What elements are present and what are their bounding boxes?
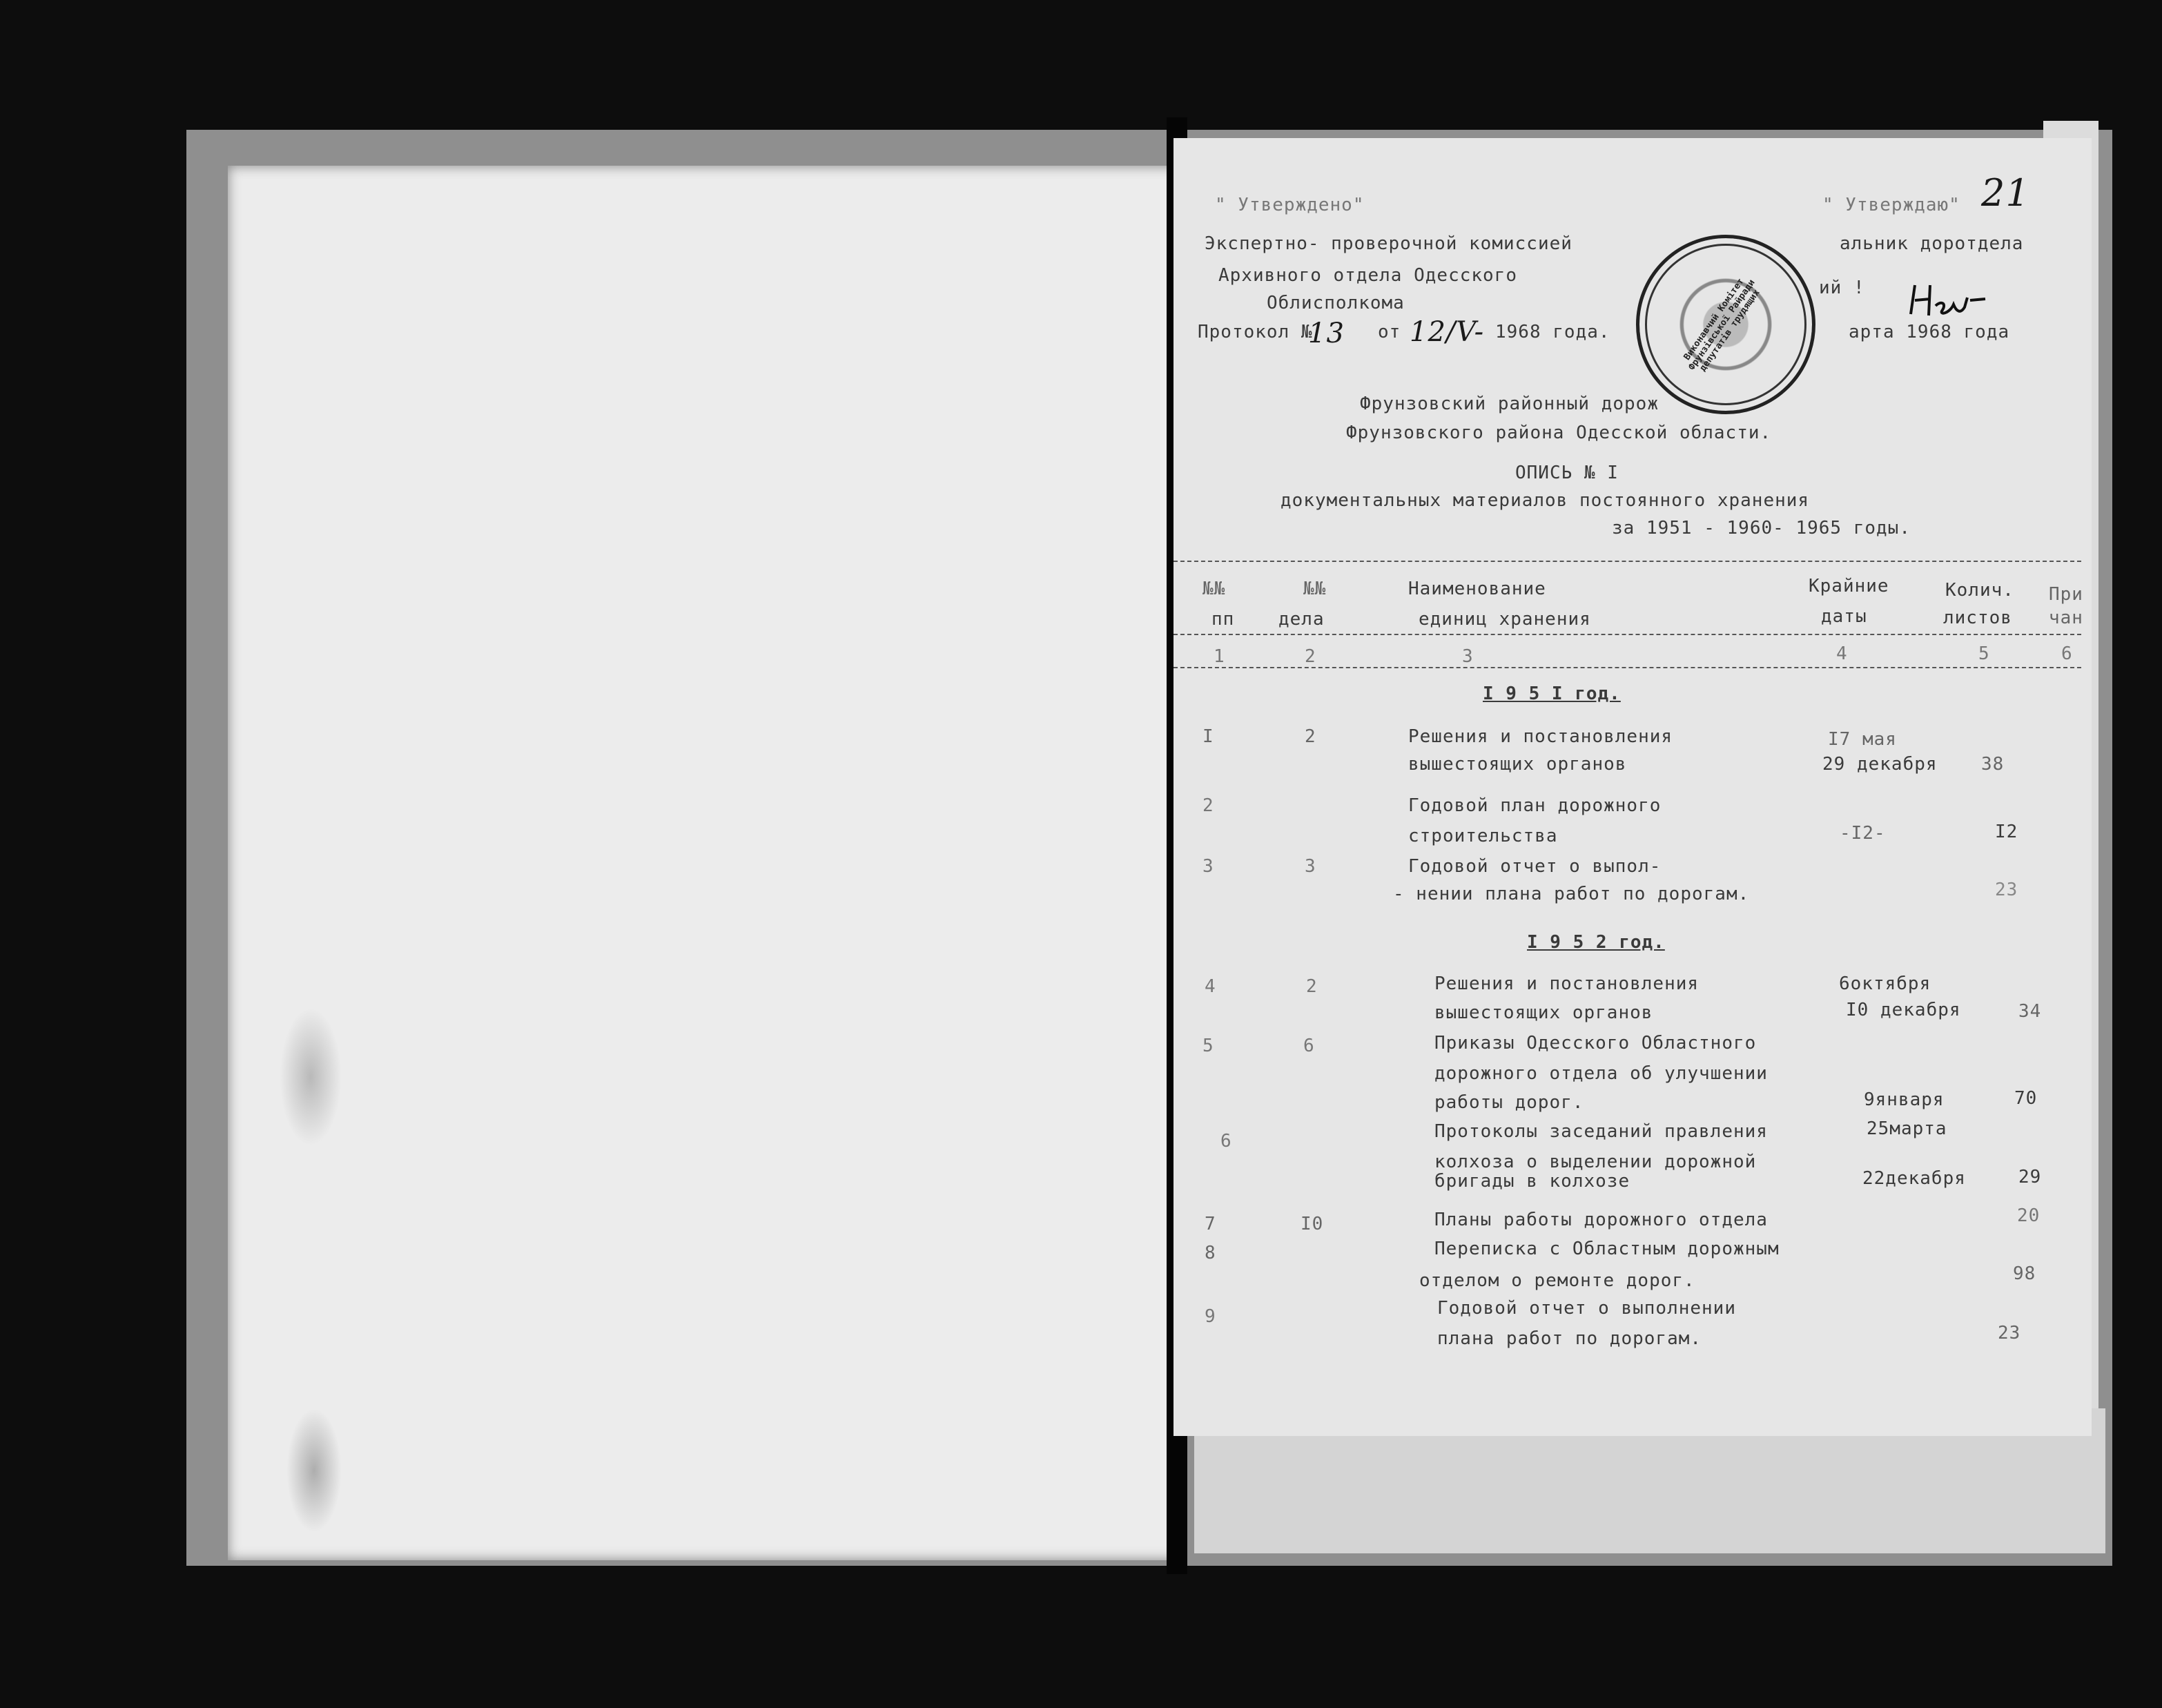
row-delo: I0	[1301, 1214, 1324, 1234]
approved-left: " Утверждено"	[1215, 195, 1365, 215]
col-number: 6	[2061, 643, 2073, 664]
org-line-2: Фрунзовского района Одесской области.	[1346, 423, 1772, 443]
list-title: ОПИСЬ № I	[1515, 463, 1619, 483]
org-line-1: Фрунзовский районный дорож	[1360, 394, 1659, 414]
row-name-2: дорожного отдела об улучшении	[1434, 1063, 1768, 1084]
row-name-1: Годовой отчет о выпол-	[1408, 856, 1662, 877]
row-delo: 2	[1306, 976, 1318, 997]
protocol-prefix: Протокол №	[1198, 322, 1313, 342]
commission-line-3: Облисполкома	[1267, 293, 1405, 313]
table-top-rule	[1173, 561, 2081, 562]
row-name-1: Переписка с Областным дорожным	[1434, 1239, 1780, 1259]
row-delo: 6	[1303, 1036, 1315, 1056]
row-name-2: вышестоящих органов	[1408, 754, 1627, 775]
row-name-2: колхоза о выделении дорожной	[1434, 1152, 1757, 1172]
row-name-3: бригады в колхозе	[1434, 1171, 1630, 1192]
col-header-notes-2: чан	[2049, 608, 2083, 628]
col-header-delo-1: №№	[1303, 579, 1327, 599]
row-sheets: I2	[1995, 822, 2018, 842]
row-name-2: - нении плана работ по дорогам.	[1393, 884, 1750, 904]
col-header-pp-2: пп	[1211, 609, 1235, 630]
protocol-year: 1968 года.	[1495, 322, 1610, 342]
row-pp: 7	[1205, 1214, 1216, 1234]
header-rule	[1173, 634, 2081, 635]
row-name-1: Планы работы дорожного отдела	[1434, 1210, 1768, 1230]
row-sheets: 23	[1998, 1323, 2021, 1343]
chief-line: альник дорoтдела	[1840, 233, 2024, 254]
col-header-name-1: Наименование	[1408, 579, 1546, 599]
col-header-sheets-2: листов	[1943, 608, 2012, 628]
row-delo: 3	[1305, 856, 1316, 877]
row-pp: 3	[1202, 856, 1214, 877]
row-delo: 2	[1305, 726, 1316, 747]
row-sheets: 70	[2014, 1088, 2038, 1109]
col-number: 4	[1836, 643, 1848, 664]
col-header-dates-1: Крайние	[1809, 576, 1889, 596]
row-date-end: 22декабря	[1862, 1168, 1966, 1189]
stamp-text: Виконавчий Комітет Фрунзівської Райради депутатів трудящих	[1682, 276, 1762, 373]
row-sheets: 20	[2017, 1205, 2041, 1226]
col-number: 1	[1214, 646, 1225, 667]
row-sheets: 38	[1981, 754, 2005, 775]
protocol-number: 13	[1308, 318, 1345, 349]
row-sheets: 23	[1995, 880, 2018, 900]
row-date-end: I0 декабря	[1846, 1000, 1961, 1020]
col-header-pp-1: №№	[1202, 579, 1226, 599]
row-name-2: вышестоящих органов	[1434, 1002, 1653, 1023]
row-pp: 6	[1220, 1131, 1232, 1152]
row-date-end: 29 декабря	[1822, 754, 1938, 775]
protocol-date-handwritten: 12/V-	[1410, 316, 1485, 348]
row-name-2: плана работ по дорогам.	[1437, 1328, 1702, 1349]
row-sheets: 29	[2018, 1167, 2042, 1187]
row-name-1: Решения и постановления	[1434, 973, 1700, 994]
col-number: 3	[1462, 646, 1474, 667]
col-header-notes-1: При	[2049, 584, 2083, 605]
list-subtitle: документальных материалов постоянного хранения	[1280, 490, 1810, 511]
commission-line-1: Экспертно- проверочной комиссией	[1205, 233, 1572, 254]
row-name-1: Протоколы заседаний правления	[1434, 1121, 1768, 1142]
section-year: I 9 5 2 год.	[1527, 932, 1665, 953]
blank-left-page	[228, 166, 1180, 1560]
row-name-1: Годовой отчет о выполнении	[1437, 1298, 1736, 1319]
row-date-start: 25марта	[1867, 1118, 1947, 1139]
signature	[1905, 273, 1988, 328]
row-name-2: отделом о ремонте дорог.	[1419, 1270, 1695, 1291]
row-date-start: 6октября	[1839, 973, 1931, 994]
row-pp: 5	[1202, 1036, 1214, 1056]
row-name-1: Решения и постановления	[1408, 726, 1673, 747]
smudge	[280, 1008, 342, 1146]
row-pp: I	[1202, 726, 1214, 747]
row-date-end: 9января	[1864, 1089, 1945, 1110]
row-pp: 4	[1205, 976, 1216, 997]
number-rule	[1173, 667, 2081, 668]
row-sheets: 34	[2018, 1001, 2042, 1022]
commission-line-2: Архивного отдела Одесского	[1218, 265, 1517, 286]
row-name-2: строительства	[1408, 826, 1558, 846]
row-pp: 8	[1205, 1243, 1216, 1263]
row-date-start: I7 мая	[1828, 729, 1897, 750]
row-pp: 9	[1205, 1306, 1216, 1327]
row-name-1: Приказы Одесского Областного	[1434, 1033, 1757, 1054]
col-header-name-2: единиц хранения	[1419, 609, 1591, 630]
row-name-1: Годовой план дорожного	[1408, 795, 1662, 816]
col-header-sheets-1: Колич.	[1945, 580, 2014, 601]
chief-sign-prefix: ий !	[1819, 278, 1865, 298]
section-year: I 9 5 I год.	[1483, 683, 1621, 704]
col-number: 2	[1305, 646, 1316, 667]
smudge	[286, 1408, 342, 1533]
protocol-from: от	[1378, 322, 1401, 342]
row-date-end: -I2-	[1840, 823, 1886, 844]
corner-note: 21	[1981, 171, 2030, 215]
col-number: 5	[1978, 643, 1990, 664]
col-header-dates-2: даты	[1821, 606, 1867, 627]
list-years: за 1951 - 1960- 1965 годы.	[1612, 518, 1911, 538]
row-sheets: 98	[2013, 1263, 2036, 1284]
col-header-delo-2: дела	[1278, 609, 1325, 630]
row-pp: 2	[1202, 795, 1214, 816]
approved-right: " Утверждаю"	[1822, 195, 1960, 215]
row-name-3: работы дорог.	[1434, 1092, 1584, 1113]
approval-date: арта 1968 года	[1849, 322, 2010, 342]
